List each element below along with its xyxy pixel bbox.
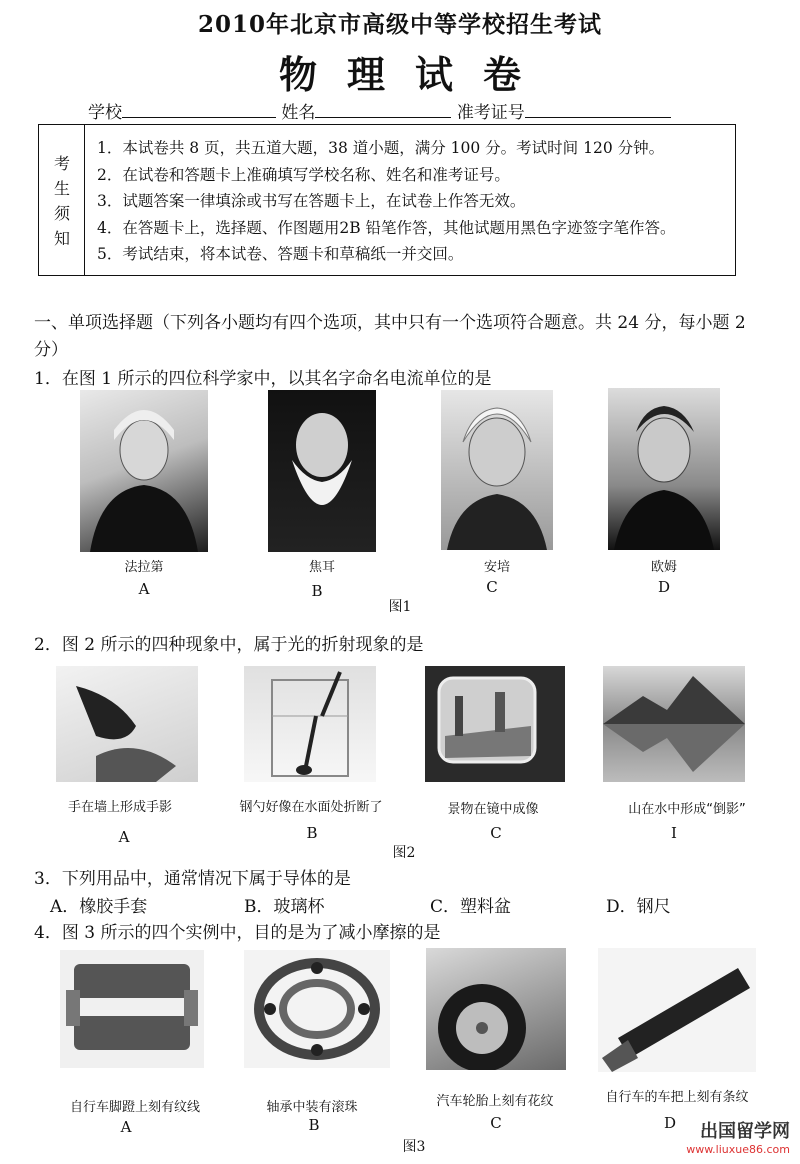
portrait-ohm [608,388,720,550]
portrait-ampere [441,390,553,550]
image-mountain-reflection [603,666,745,782]
caption-ampere: 安培 [483,560,510,575]
notice-item: 2．在试卷和答题卡上准确填写学校名称、姓名和准考证号。 [97,165,510,184]
option-d[interactable]: I [671,824,677,842]
glass-spoon-icon [244,666,376,782]
notice-item: 4．在答题卡上，选择题、作图题用2B 铅笔作答，其他试题用黑色字迹签字笔作答。 [97,218,676,237]
mountain-icon [603,666,745,782]
figure-3-label: 图3 [402,1139,426,1155]
name-blank[interactable] [315,101,451,118]
caption-mountain: 山在水中形成“倒影” [628,802,746,817]
q3-choice-c[interactable]: C．塑料盆 [430,897,512,917]
person-silhouette-icon [608,388,720,550]
option-a[interactable]: A [138,580,150,598]
figure-1-label: 图1 [388,599,412,615]
image-ball-bearing [244,950,390,1068]
handlebar-grip-icon [598,948,756,1072]
exam-number-blank[interactable] [525,101,671,118]
id-fields-row [88,98,671,123]
notice-char: 生 [53,179,70,198]
option-b[interactable]: B [308,1116,320,1134]
q3-choice-b[interactable]: B．玻璃杯 [244,897,325,917]
image-car-tire [426,948,566,1070]
portrait-faraday [80,390,208,552]
name-label: 姓名 [281,103,316,123]
question-2-text: 2．图 2 所示的四种现象中，属于光的折射现象的是 [34,635,424,655]
portrait-joule [268,390,376,552]
option-c[interactable]: C [490,1114,502,1132]
watermark-url: www.liuxue86.com [686,1143,790,1156]
school-label: 学校 [88,103,122,123]
notice-items [97,135,729,268]
exam-number-label: 准考证号 [456,103,525,123]
bearing-icon [244,950,390,1068]
subject-title: 物理试卷 [278,52,551,97]
notice-item: 3．试题答案一律填涂或书写在答题卡上，在试卷上作答无效。 [97,192,526,210]
question-3-text: 3．下列用品中，通常情况下属于导体的是 [34,869,351,889]
caption-mirror: 景物在镜中成像 [447,802,539,817]
notice-item: 1．本试卷共 8 页，共五道大题，38 道小题，满分 100 分。考试时间 120 分钟。 [97,139,665,157]
image-spoon-in-water [244,666,376,782]
caption-hand-shadow: 手在墙上形成手影 [67,800,172,815]
caption-tire: 汽车轮胎上刻有花纹 [436,1094,554,1109]
caption-ohm: 欧姆 [650,560,677,575]
exam-title: 2010年北京市高级中等学校招生考试 [197,11,602,38]
car-mirror-icon [425,666,565,782]
tire-icon [426,948,566,1070]
option-d[interactable]: D [657,578,671,596]
caption-spoon: 钢勺好像在水面处折断了 [239,800,383,815]
figure-2-label: 图2 [392,845,416,861]
caption-joule: 焦耳 [308,560,335,575]
option-a[interactable]: A [120,1118,132,1136]
notice-item: 5．考试结束，将本试卷、答题卡和草稿纸一并交回。 [97,245,464,263]
question-1-text: 1．在图 1 所示的四位科学家中，以其名字命名电流单位的是 [34,369,492,389]
caption-pedal: 自行车脚蹬上刻有纹线 [69,1100,200,1115]
person-silhouette-icon [80,390,208,552]
hand-shadow-icon [56,666,198,782]
school-blank[interactable] [122,101,276,118]
option-a[interactable]: A [118,828,130,846]
caption-handlebar: 自行车的车把上刻有条纹 [605,1090,749,1105]
question-4-text: 4．图 3 所示的四个实例中，目的是为了减小摩擦的是 [34,923,441,943]
option-c[interactable]: C [490,824,502,842]
image-bicycle-pedal [60,950,204,1068]
caption-faraday: 法拉第 [124,560,164,575]
option-d[interactable]: D [663,1114,677,1132]
notice-char: 须 [53,204,70,223]
watermark [686,1117,790,1156]
image-mirror-reflection [425,666,565,782]
candidate-notice-box [38,124,736,276]
notice-char: 知 [53,229,70,248]
person-silhouette-icon [268,390,376,552]
option-b[interactable]: B [311,582,323,600]
q3-choice-a[interactable]: A．橡胶手套 [50,897,148,917]
image-handlebar-grip [598,948,756,1072]
person-silhouette-icon [441,390,553,550]
option-c[interactable]: C [486,578,498,596]
notice-char: 考 [53,154,70,173]
section-heading: 一、单项选择题（下列各小题均有四个选项，其中只有一个选项符合题意。共 24 分，每小题 2 分） [34,313,746,360]
watermark-name: 出国留学网 [700,1121,790,1142]
image-hand-shadow [56,666,198,782]
notice-side-label [39,125,85,275]
caption-bearing: 轴承中装有滚珠 [266,1100,358,1115]
q3-choice-d[interactable]: D．钢尺 [606,897,671,917]
option-b[interactable]: B [306,824,318,842]
pedal-icon [60,950,204,1068]
